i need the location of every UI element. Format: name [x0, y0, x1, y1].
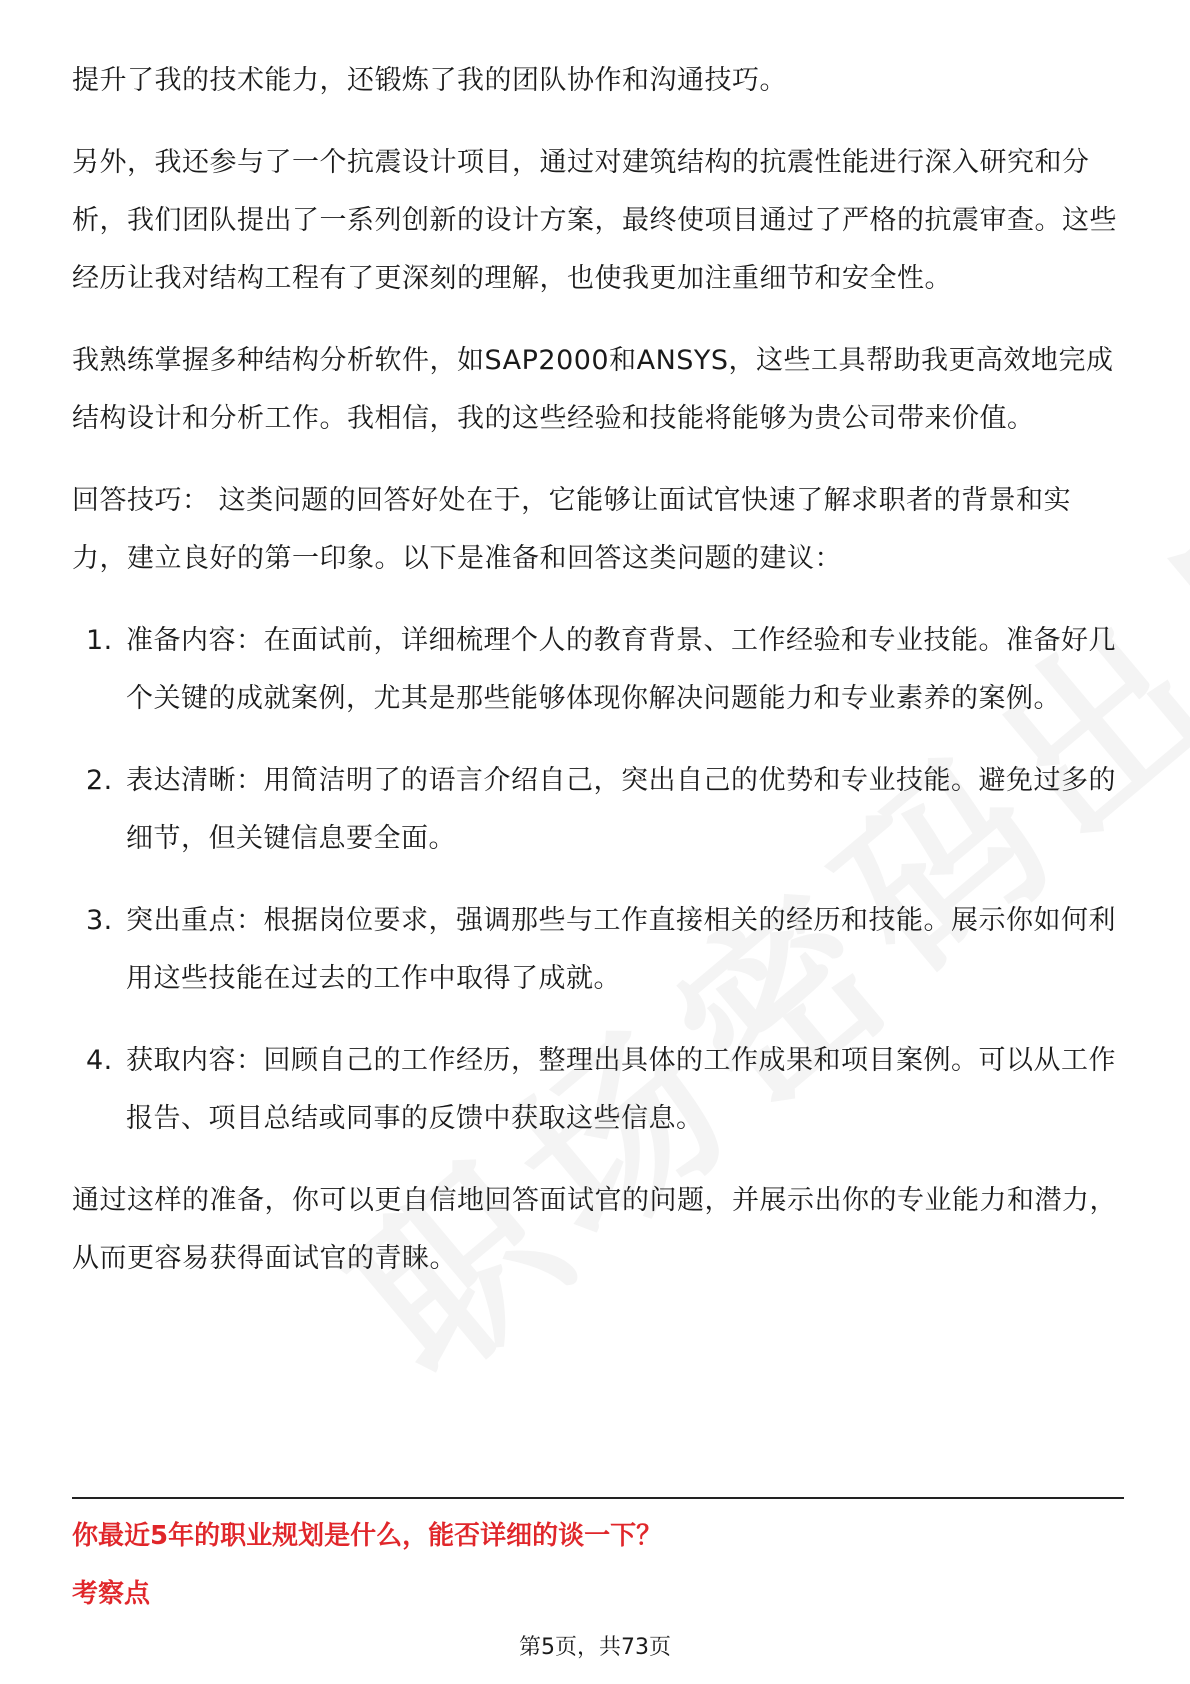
- list-item: [72, 1032, 1124, 1148]
- paragraph-2: 另外，我还参与了一个抗震设计项目，通过对建筑结构的抗震性能进行深入研究和分析，我们团队提出了一系列创新的设计方案，最终使项目通过了严格的抗震审查。这些经历让我对结构工程有了更深刻的理解，也使我更加注重细节和安全性。: [72, 147, 1117, 294]
- list-number: 4.: [86, 1045, 113, 1076]
- list-text: 突出重点：根据岗位要求，强调那些与工作直接相关的经历和技能。展示你如何利用这些技能在过去的工作中取得了成就。: [126, 905, 1116, 994]
- document-body: [72, 52, 1124, 1312]
- tips-list: [72, 612, 1124, 1148]
- list-text: 获取内容：回顾自己的工作经历，整理出具体的工作成果和项目案例。可以从工作报告、项目总结或同事的反馈中获取这些信息。: [126, 1045, 1116, 1134]
- section-divider: [72, 1497, 1124, 1499]
- list-item: [72, 612, 1124, 728]
- paragraph-1: 提升了我的技术能力，还锻炼了我的团队协作和沟通技巧。: [72, 65, 787, 96]
- list-number: 1.: [86, 625, 113, 656]
- list-number: 2.: [86, 765, 113, 796]
- list-item: [72, 892, 1124, 1008]
- paragraph-4: 回答技巧： 这类问题的回答好处在于，它能够让面试官快速了解求职者的背景和实力，建立良好的第一印象。以下是准备和回答这类问题的建议：: [72, 485, 1072, 574]
- list-text: 准备内容：在面试前，详细梳理个人的教育背景、工作经验和专业技能。准备好几个关键的成就案例，尤其是那些能够体现你解决问题能力和专业素养的案例。: [126, 625, 1116, 714]
- page-number-footer: 第5页，共73页: [519, 1635, 671, 1660]
- paragraph-3: 我熟练掌握多种结构分析软件，如SAP2000和ANSYS，这些工具帮助我更高效地完成结构设计和分析工作。我相信，我的这些经验和技能将能够为贵公司带来价值。: [72, 345, 1114, 434]
- section-question-heading: 你最近5年的职业规划是什么，能否详细的谈一下？: [72, 1521, 663, 1551]
- list-number: 3.: [86, 905, 113, 936]
- conclusion-paragraph: 通过这样的准备，你可以更自信地回答面试官的问题，并展示出你的专业能力和潜力，从而更容易获得面试官的青睐。: [72, 1185, 1117, 1274]
- list-item: [72, 752, 1124, 868]
- list-text: 表达清晰：用简洁明了的语言介绍自己，突出自己的优势和专业技能。避免过多的细节，但关键信息要全面。: [126, 765, 1116, 854]
- section-subheading: 考察点: [72, 1579, 151, 1609]
